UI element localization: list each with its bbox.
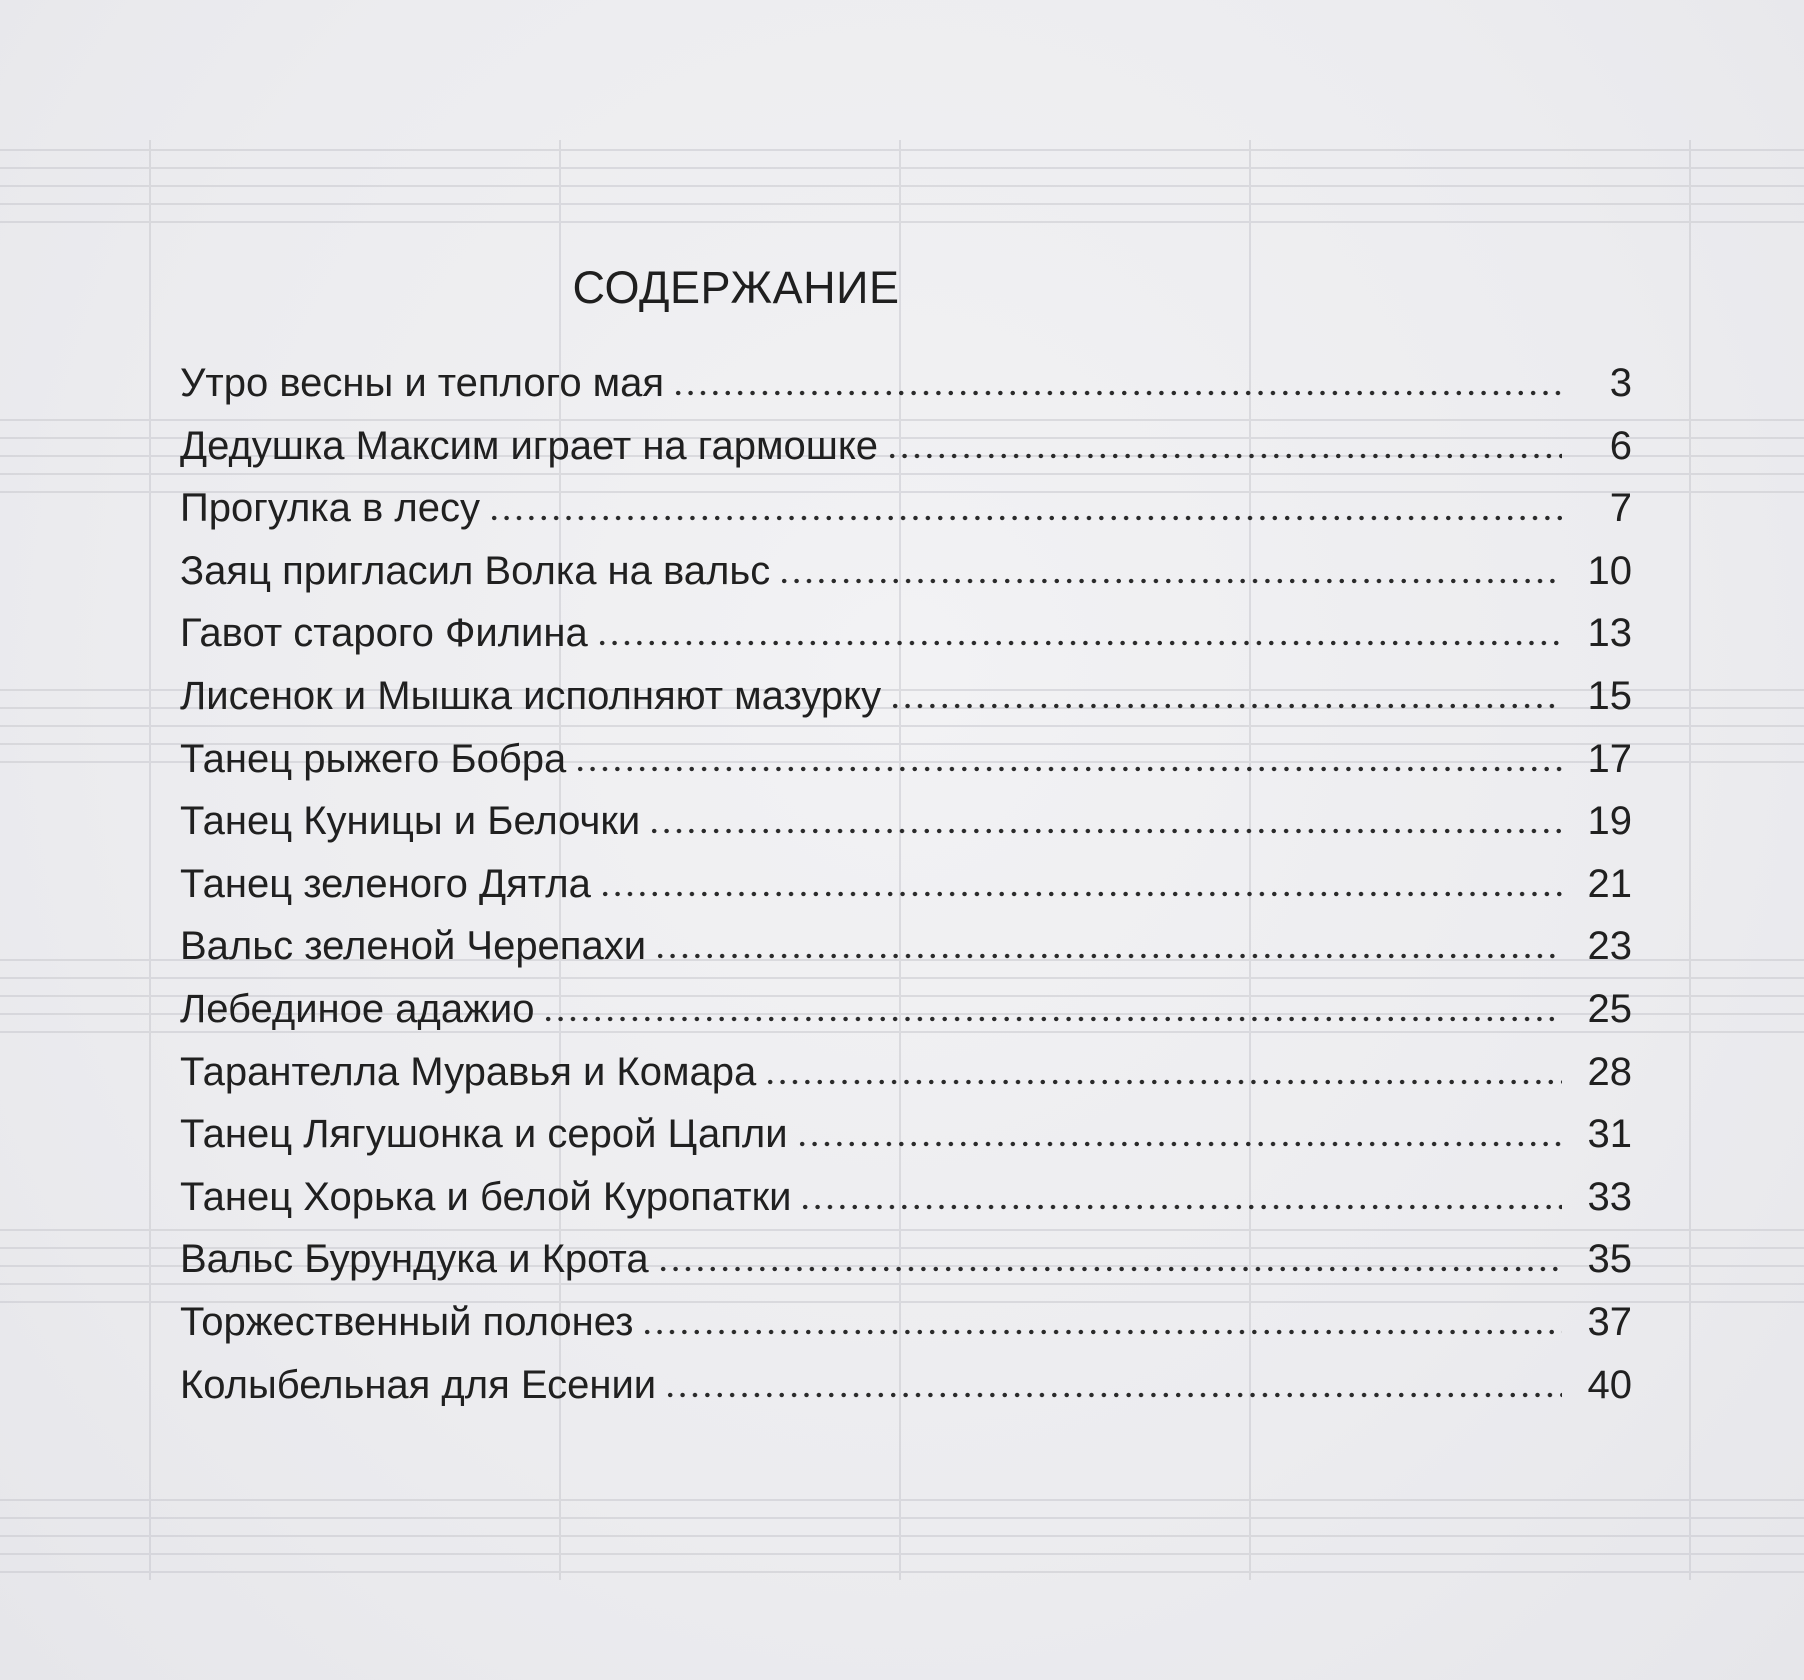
dot-leader [542, 1016, 1562, 1022]
toc-entry-page: 15 [1587, 673, 1632, 718]
page-title: СОДЕРЖАНИЕ [572, 262, 900, 313]
toc-entry-page: 19 [1587, 799, 1632, 844]
toc-entry[interactable] [180, 921, 1632, 984]
toc-entry[interactable] [180, 1172, 1632, 1235]
dot-leader [664, 1392, 1562, 1398]
toc-entry[interactable] [180, 608, 1632, 671]
toc-entry[interactable] [180, 984, 1632, 1047]
toc-entry-title: Торжественный полонез [180, 1299, 634, 1344]
toc-entry-title: Колыбельная для Есении [180, 1362, 657, 1407]
dot-leader [672, 390, 1562, 396]
dot-leader [488, 515, 1562, 521]
toc-entry[interactable] [180, 1234, 1632, 1297]
toc-entry-page: 6 [1609, 423, 1632, 468]
toc-entry-page: 25 [1587, 986, 1632, 1031]
toc-entry-title: Лебединое адажио [180, 986, 535, 1031]
toc-entry[interactable] [180, 483, 1632, 546]
dot-leader [596, 640, 1562, 646]
toc-entry-page: 33 [1587, 1174, 1632, 1219]
toc-entry-page: 23 [1587, 924, 1632, 969]
toc-entry[interactable] [180, 671, 1632, 734]
toc-entry[interactable] [180, 1047, 1632, 1110]
toc-entry-title: Вальс зеленой Черепахи [180, 924, 647, 969]
toc-entry-title: Танец рыжего Бобра [180, 736, 567, 781]
table-of-contents [180, 358, 1632, 1422]
toc-entry-title: Заяц пригласил Волка на вальс [180, 548, 771, 593]
toc-entry-page: 7 [1609, 486, 1632, 531]
toc-entry-title: Тарантелла Муравья и Комара [180, 1049, 757, 1094]
dot-leader [574, 766, 1562, 772]
toc-entry[interactable] [180, 734, 1632, 797]
toc-entry-title: Дедушка Максим играет на гармошке [180, 423, 879, 468]
toc-entry-page: 17 [1587, 736, 1632, 781]
toc-entry[interactable] [180, 1109, 1632, 1172]
toc-entry-page: 37 [1587, 1299, 1632, 1344]
toc-entry-page: 28 [1587, 1049, 1632, 1094]
toc-entry-title: Гавот старого Филина [180, 611, 588, 656]
dot-leader [796, 1141, 1562, 1147]
toc-entry-title: Утро весны и теплого мая [180, 361, 665, 405]
toc-entry-title: Вальс Бурундука и Крота [180, 1237, 649, 1282]
dot-leader [764, 1079, 1562, 1085]
dot-leader [657, 1266, 1562, 1272]
toc-entry-title: Танец Куницы и Белочки [180, 799, 641, 844]
toc-entry-title: Танец зеленого Дятла [180, 861, 591, 906]
dot-leader [799, 1204, 1562, 1210]
toc-entry[interactable] [180, 1360, 1632, 1423]
toc-entry[interactable] [180, 1297, 1632, 1360]
toc-entry-title: Танец Лягушонка и серой Цапли [180, 1112, 788, 1157]
toc-entry-page: 3 [1609, 361, 1632, 405]
toc-entry-page: 13 [1587, 611, 1632, 656]
dot-leader [886, 453, 1562, 459]
dot-leader [599, 891, 1562, 897]
dot-leader [889, 703, 1562, 709]
dot-leader [654, 953, 1562, 959]
toc-entry-page: 35 [1587, 1237, 1632, 1282]
toc-entry[interactable] [180, 421, 1632, 484]
toc-entry[interactable] [180, 358, 1632, 421]
toc-entry-page: 21 [1587, 861, 1632, 906]
toc-entry[interactable] [180, 546, 1632, 609]
toc-entry[interactable] [180, 796, 1632, 859]
toc-entry-title: Танец Хорька и белой Куропатки [180, 1174, 792, 1219]
toc-entry-title: Прогулка в лесу [180, 486, 480, 531]
toc-entry-title: Лисенок и Мышка исполняют мазурку [180, 673, 882, 718]
toc-entry-page: 31 [1587, 1112, 1632, 1157]
dot-leader [641, 1329, 1562, 1335]
toc-entry-page: 10 [1587, 548, 1632, 593]
toc-entry-page: 40 [1587, 1362, 1632, 1407]
toc-entry[interactable] [180, 859, 1632, 922]
dot-leader [778, 578, 1562, 584]
dot-leader [648, 828, 1562, 834]
